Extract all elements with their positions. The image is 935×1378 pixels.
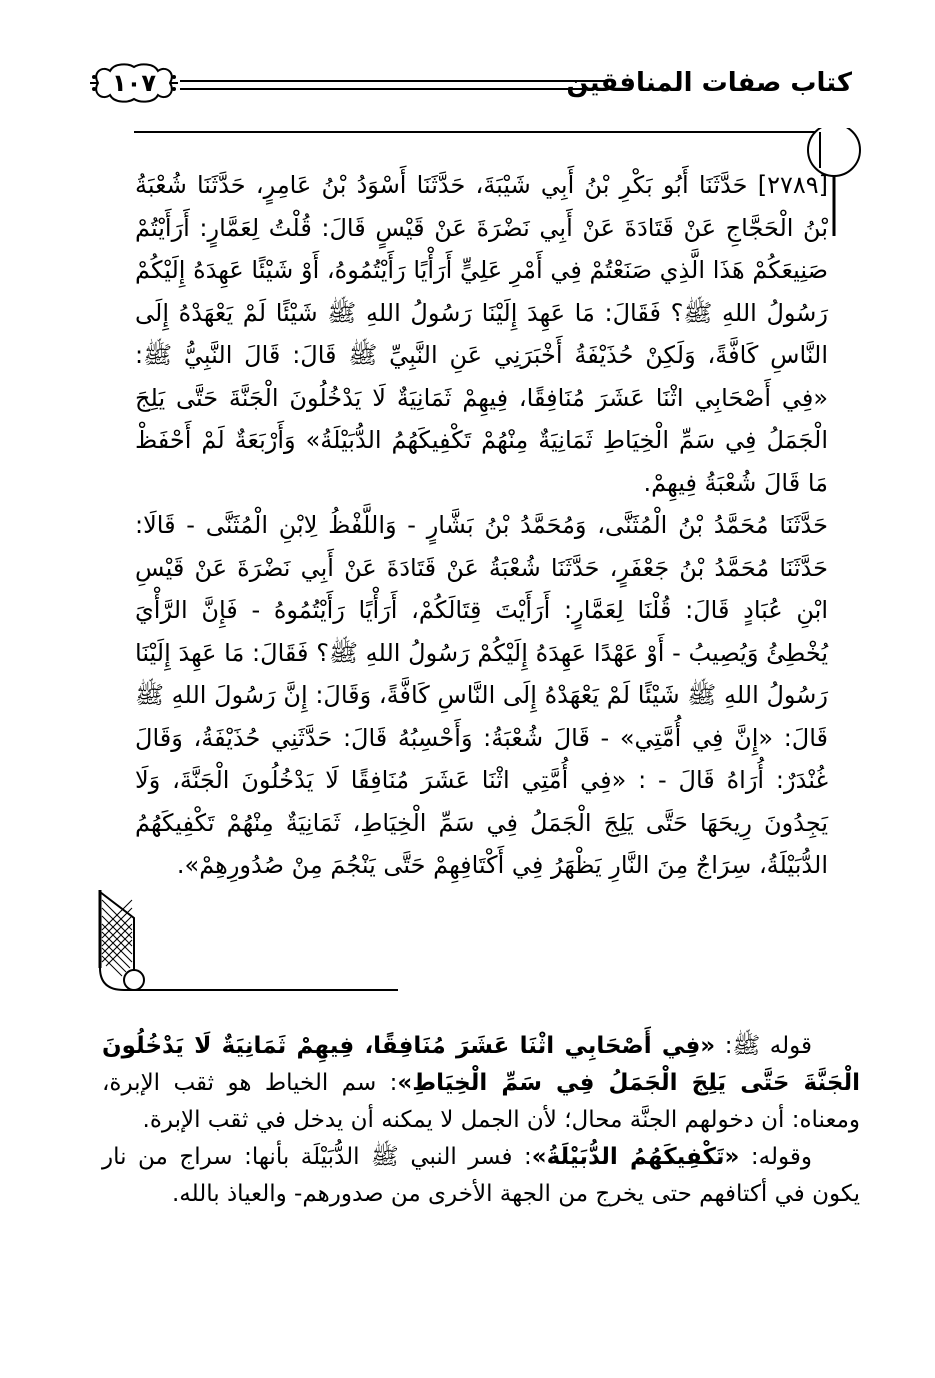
hadith-body: حَدَّثَنَا أَبُو بَكْرِ بْنُ أَبِي شَيْبَةَ، حَدَّثَنَا أَسْوَدُ بْنُ عَامِرٍ، حَدَّثَنَا شُعْبَةُ بْنُ الْحَجَّاجِ عَنْ قَتَادَةَ عَنْ أَبِي نَضْرَةَ عَنْ قَيْسٍ قَالَ: قُلْتُ لِعَمَّارٍ: أَرَأَيْتُمْ صَنِيعَكُمْ هَذَا الَّذِي صَنَعْتُمْ فِي أَمْرِ عَلِيٍّ أَرَأْيًا رَأَيْتُمُوهُ، أَوْ شَيْئًا عَهِدَهُ إِلَيْكُمْ رَسُولُ اللهِ ﷺ؟ فَقَالَ: مَا عَهِدَ إِلَيْنَا رَسُولُ اللهِ ﷺ شَيْئًا لَمْ يَعْهَدْهُ إِلَى النَّاسِ كَافَّةً، وَلَكِنْ حُذَيْفَةُ أَخْبَرَنِي عَنِ النَّبِيِّ ﷺ قَالَ: قَالَ النَّبِيُّ ﷺ: «فِي أَصْحَابِي اثْنَا عَشَرَ مُنَافِقًا، فِيهِمْ ثَمَانِيَةٌ لَا يَدْخُلُونَ الْجَنَّةَ حَتَّى يَلِجَ الْجَمَلُ فِي سَمِّ الْخِيَاطِ ثَمَانِيَةٌ مِنْهُمْ تَكْفِيكَهُمُ الدُّبَيْلَةُ» وَأَرْبَعَةٌ لَمْ أَحْفَظْ مَا قَالَ شُعْبَةُ فِيهِمْ.: [135, 171, 828, 497]
commentary: [102, 1028, 860, 1213]
commentary-quote: «تَكْفِيكَهُمُ الدُّبَيْلَةُ»: [531, 1144, 740, 1170]
commentary-lead: قوله ﷺ:: [715, 1033, 813, 1059]
page-header: [88, 55, 852, 111]
commentary-lead: وقوله:: [739, 1144, 812, 1170]
page-number: ١٠٧: [112, 69, 156, 97]
commentary-explanation: : فسر النبي ﷺ الدُّبَيْلَة بأنها: سراج من نار يكون في أكتافهم حتى يخرج من الجهة الأخرى من صدورهم- والعياذ بالله.: [102, 1144, 860, 1207]
hadith-box: [98, 128, 862, 996]
header-double-rule: [180, 80, 607, 90]
page-number-ornament: [88, 61, 180, 105]
hadith-paragraph: [135, 164, 828, 504]
hadith-paragraph: حَدَّثَنَا مُحَمَّدُ بْنُ الْمُثَنَّى، وَمُحَمَّدُ بْنُ بَشَّارٍ - وَاللَّفْظُ لِابْنِ الْمُثَنَّى - قَالَا: حَدَّثَنَا مُحَمَّدُ بْنُ جَعْفَرٍ، حَدَّثَنَا شُعْبَةُ عَنْ قَتَادَةَ عَنْ أَبِي نَضْرَةَ عَنْ قَيْسِ ابْنِ عُبَادٍ قَالَ: قُلْنَا لِعَمَّارٍ: أَرَأَيْتَ قِتَالَكُمْ، أَرَأْيًا رَأَيْتُمُوهُ - فَإِنَّ الرَّأْيَ يُخْطِئُ وَيُصِيبُ - أَوْ عَهْدًا عَهِدَهُ إِلَيْكُمْ رَسُولُ اللهِ ﷺ؟ فَقَالَ: مَا عَهِدَ إِلَيْنَا رَسُولُ اللهِ ﷺ شَيْئًا لَمْ يَعْهَدْهُ إِلَى النَّاسِ كَافَّةً، وَقَالَ: إِنَّ رَسُولَ اللهِ ﷺ قَالَ: «إِنَّ فِي أُمَّتِي» - قَالَ شُعْبَةُ: وَأَحْسِبُهُ قَالَ: حَدَّثَنِي حُذَيْفَةُ، وَقَالَ غُنْدَرٌ: أُرَاهُ قَالَ - : «فِي أُمَّتِي اثْنَا عَشَرَ مُنَافِقًا لَا يَدْخُلُونَ الْجَنَّةَ، وَلَا يَجِدُونَ رِيحَهَا حَتَّى يَلِجَ الْجَمَلُ فِي سَمِّ الْخِيَاطِ، ثَمَانِيَةٌ مِنْهُمْ تَكْفِيكَهُمُ الدُّبَيْلَةُ، سِرَاجٌ مِنَ النَّارِ يَظْهَرُ فِي أَكْتَافِهِمْ حَتَّى يَنْجُمَ مِنْ صُدُورِهِمْ».: [135, 511, 828, 879]
hadith-text: [135, 164, 828, 887]
commentary-paragraph: [102, 1028, 860, 1139]
commentary-paragraph: [102, 1139, 860, 1213]
commentary-quote: «فِي أَصْحَابِي اثْنَا عَشَرَ مُنَافِقًا، فِيهِمْ ثَمَانِيَةٌ لَا يَدْخُلُونَ الْجَنَّةَ حَتَّى يَلِجَ الْجَمَلُ فِي سَمِّ الْخِيَاطِ»: [102, 1033, 860, 1096]
hadith-number: [٢٧٨٩]: [757, 171, 828, 199]
book-title: كتاب صفات المنافقين: [566, 68, 852, 98]
commentary-explanation: : سم الخياط هو ثقب الإبرة، ومعناه: أن دخولهم الجنَّة محال؛ لأن الجمل لا يمكنه أن يدخل في ثقب الإبرة.: [102, 1070, 860, 1133]
